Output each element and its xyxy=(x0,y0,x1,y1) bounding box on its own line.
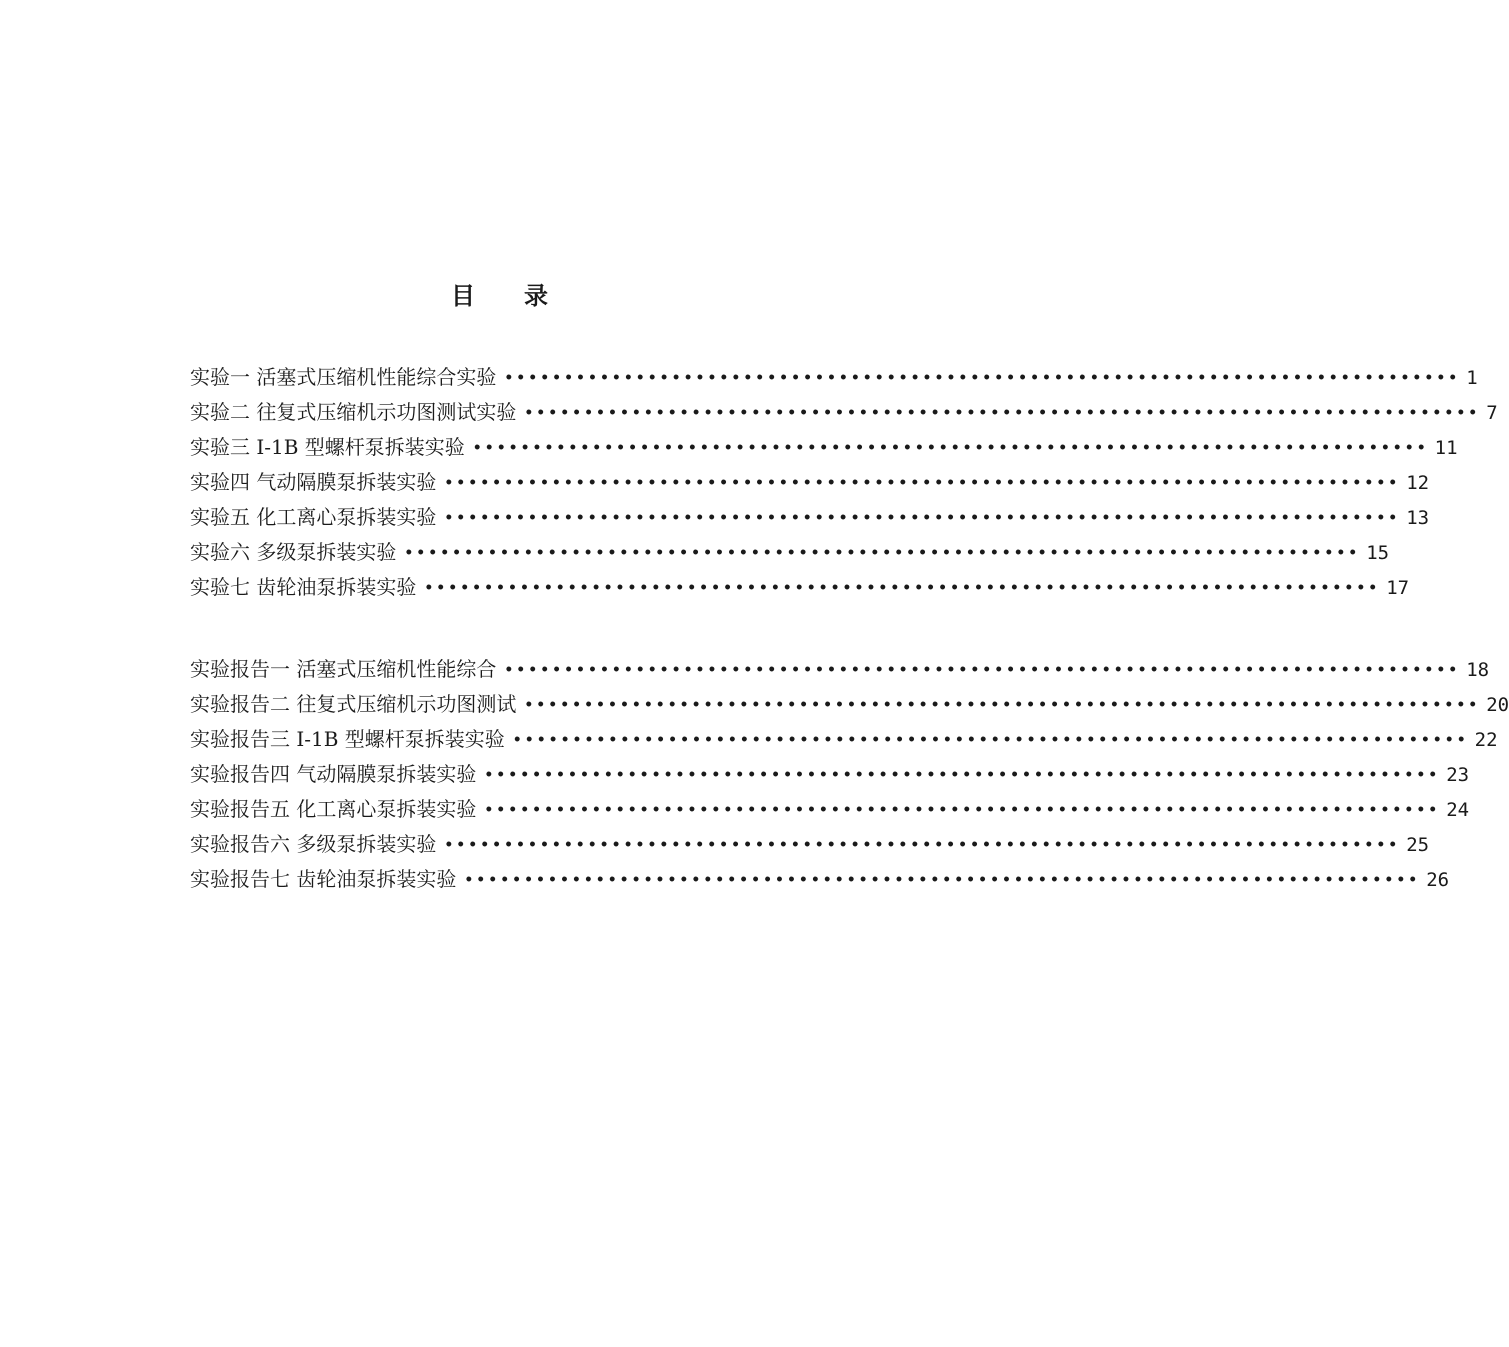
toc-entry-label: 实验五 化工离心泵拆装实验 xyxy=(190,505,437,529)
toc-entry-report-6[interactable] xyxy=(190,827,1430,862)
toc-entry-page: 17 xyxy=(1386,577,1410,599)
dot-leader: •••••••••••••••••••••••••••••••••••••••••••••••••••••••••••••••••••••••••••••••• xyxy=(504,370,1461,386)
toc-entry-page: 20 xyxy=(1486,694,1509,716)
toc-entry-report-3[interactable] xyxy=(190,722,1498,757)
toc-reports xyxy=(190,652,1509,897)
toc-entry-page: 22 xyxy=(1474,729,1498,751)
dot-leader: •••••••••••••••••••••••••••••••••••••••••••••••••••••••••••••••••••••••••••••••• xyxy=(444,475,1401,491)
dot-leader: •••••••••••••••••••••••••••••••••••••••••••••••••••••••••••••••••••••••••••••••• xyxy=(464,872,1421,888)
toc-entry-label: 实验七 齿轮油泵拆装实验 xyxy=(190,575,417,599)
toc-entry-page: 12 xyxy=(1406,472,1430,494)
page-title xyxy=(0,276,1000,311)
toc-entry-page: 23 xyxy=(1446,764,1470,786)
toc-entry-label: 实验报告七 齿轮油泵拆装实验 xyxy=(190,867,457,891)
toc-entry-label: 实验一 活塞式压缩机性能综合实验 xyxy=(190,365,497,389)
dot-leader: •••••••••••••••••••••••••••••••••••••••••••••••••••••••••••••••••••••••••••••••• xyxy=(472,440,1429,456)
dot-leader: •••••••••••••••••••••••••••••••••••••••••••••••••••••••••••••••••••••••••••••••• xyxy=(444,510,1401,526)
toc-entry-page: 26 xyxy=(1426,869,1450,891)
toc-entry-label: 实验二 往复式压缩机示功图测试实验 xyxy=(190,400,517,424)
toc-entry-page: 18 xyxy=(1466,659,1490,681)
toc-entry-report-1[interactable] xyxy=(190,652,1490,687)
toc-entry-page: 11 xyxy=(1434,437,1458,459)
toc-entry-label: 实验报告一 活塞式压缩机性能综合 xyxy=(190,657,497,681)
dot-leader: •••••••••••••••••••••••••••••••••••••••••••••••••••••••••••••••••••••••••••••••• xyxy=(524,697,1481,713)
dot-leader: •••••••••••••••••••••••••••••••••••••••••••••••••••••••••••••••••••••••••••••••• xyxy=(504,662,1461,678)
toc-entry-label: 实验四 气动隔膜泵拆装实验 xyxy=(190,470,437,494)
toc-entry-page: 13 xyxy=(1406,507,1430,529)
toc-entry-label: 实验六 多级泵拆装实验 xyxy=(190,540,397,564)
toc-entry-label: 实验三 I-1B 型螺杆泵拆装实验 xyxy=(190,435,465,459)
toc-entry-label: 实验报告四 气动隔膜泵拆装实验 xyxy=(190,762,477,786)
dot-leader: •••••••••••••••••••••••••••••••••••••••••••••••••••••••••••••••••••••••••••••••• xyxy=(484,767,1441,783)
toc-entry-page: 15 xyxy=(1366,542,1390,564)
toc-entry-page: 25 xyxy=(1406,834,1430,856)
toc-entry-label: 实验报告三 I-1B 型螺杆泵拆装实验 xyxy=(190,727,505,751)
toc-experiments xyxy=(190,360,1498,605)
toc-entry-label: 实验报告六 多级泵拆装实验 xyxy=(190,832,437,856)
dot-leader: •••••••••••••••••••••••••••••••••••••••••••••••••••••••••••••••••••••••••••••••• xyxy=(404,545,1361,561)
toc-entry-experiment-4[interactable] xyxy=(190,465,1430,500)
toc-entry-page: 24 xyxy=(1446,799,1470,821)
toc-entry-page: 1 xyxy=(1466,367,1478,389)
toc-entry-report-4[interactable] xyxy=(190,757,1470,792)
title-char-1: 目 xyxy=(451,282,476,310)
dot-leader: •••••••••••••••••••••••••••••••••••••••••••••••••••••••••••••••••••••••••••••••• xyxy=(444,837,1401,853)
dot-leader: •••••••••••••••••••••••••••••••••••••••••••••••••••••••••••••••••••••••••••••••• xyxy=(524,405,1481,421)
dot-leader: •••••••••••••••••••••••••••••••••••••••••••••••••••••••••••••••••••••••••••••••• xyxy=(424,580,1381,596)
toc-entry-experiment-1[interactable] xyxy=(190,360,1478,395)
toc-entry-label: 实验报告五 化工离心泵拆装实验 xyxy=(190,797,477,821)
toc-entry-experiment-5[interactable] xyxy=(190,500,1430,535)
toc-entry-experiment-6[interactable] xyxy=(190,535,1390,570)
dot-leader: •••••••••••••••••••••••••••••••••••••••••••••••••••••••••••••••••••••••••••••••• xyxy=(484,802,1441,818)
dot-leader: •••••••••••••••••••••••••••••••••••••••••••••••••••••••••••••••••••••••••••••••• xyxy=(512,732,1469,748)
toc-entry-report-2[interactable] xyxy=(190,687,1509,722)
toc-entry-page: 7 xyxy=(1486,402,1498,424)
toc-entry-experiment-2[interactable] xyxy=(190,395,1498,430)
title-char-2: 录 xyxy=(524,282,549,310)
toc-entry-report-7[interactable] xyxy=(190,862,1450,897)
toc-entry-experiment-7[interactable] xyxy=(190,570,1410,605)
toc-entry-experiment-3[interactable] xyxy=(190,430,1458,465)
toc-entry-label: 实验报告二 往复式压缩机示功图测试 xyxy=(190,692,517,716)
toc-entry-report-5[interactable] xyxy=(190,792,1470,827)
